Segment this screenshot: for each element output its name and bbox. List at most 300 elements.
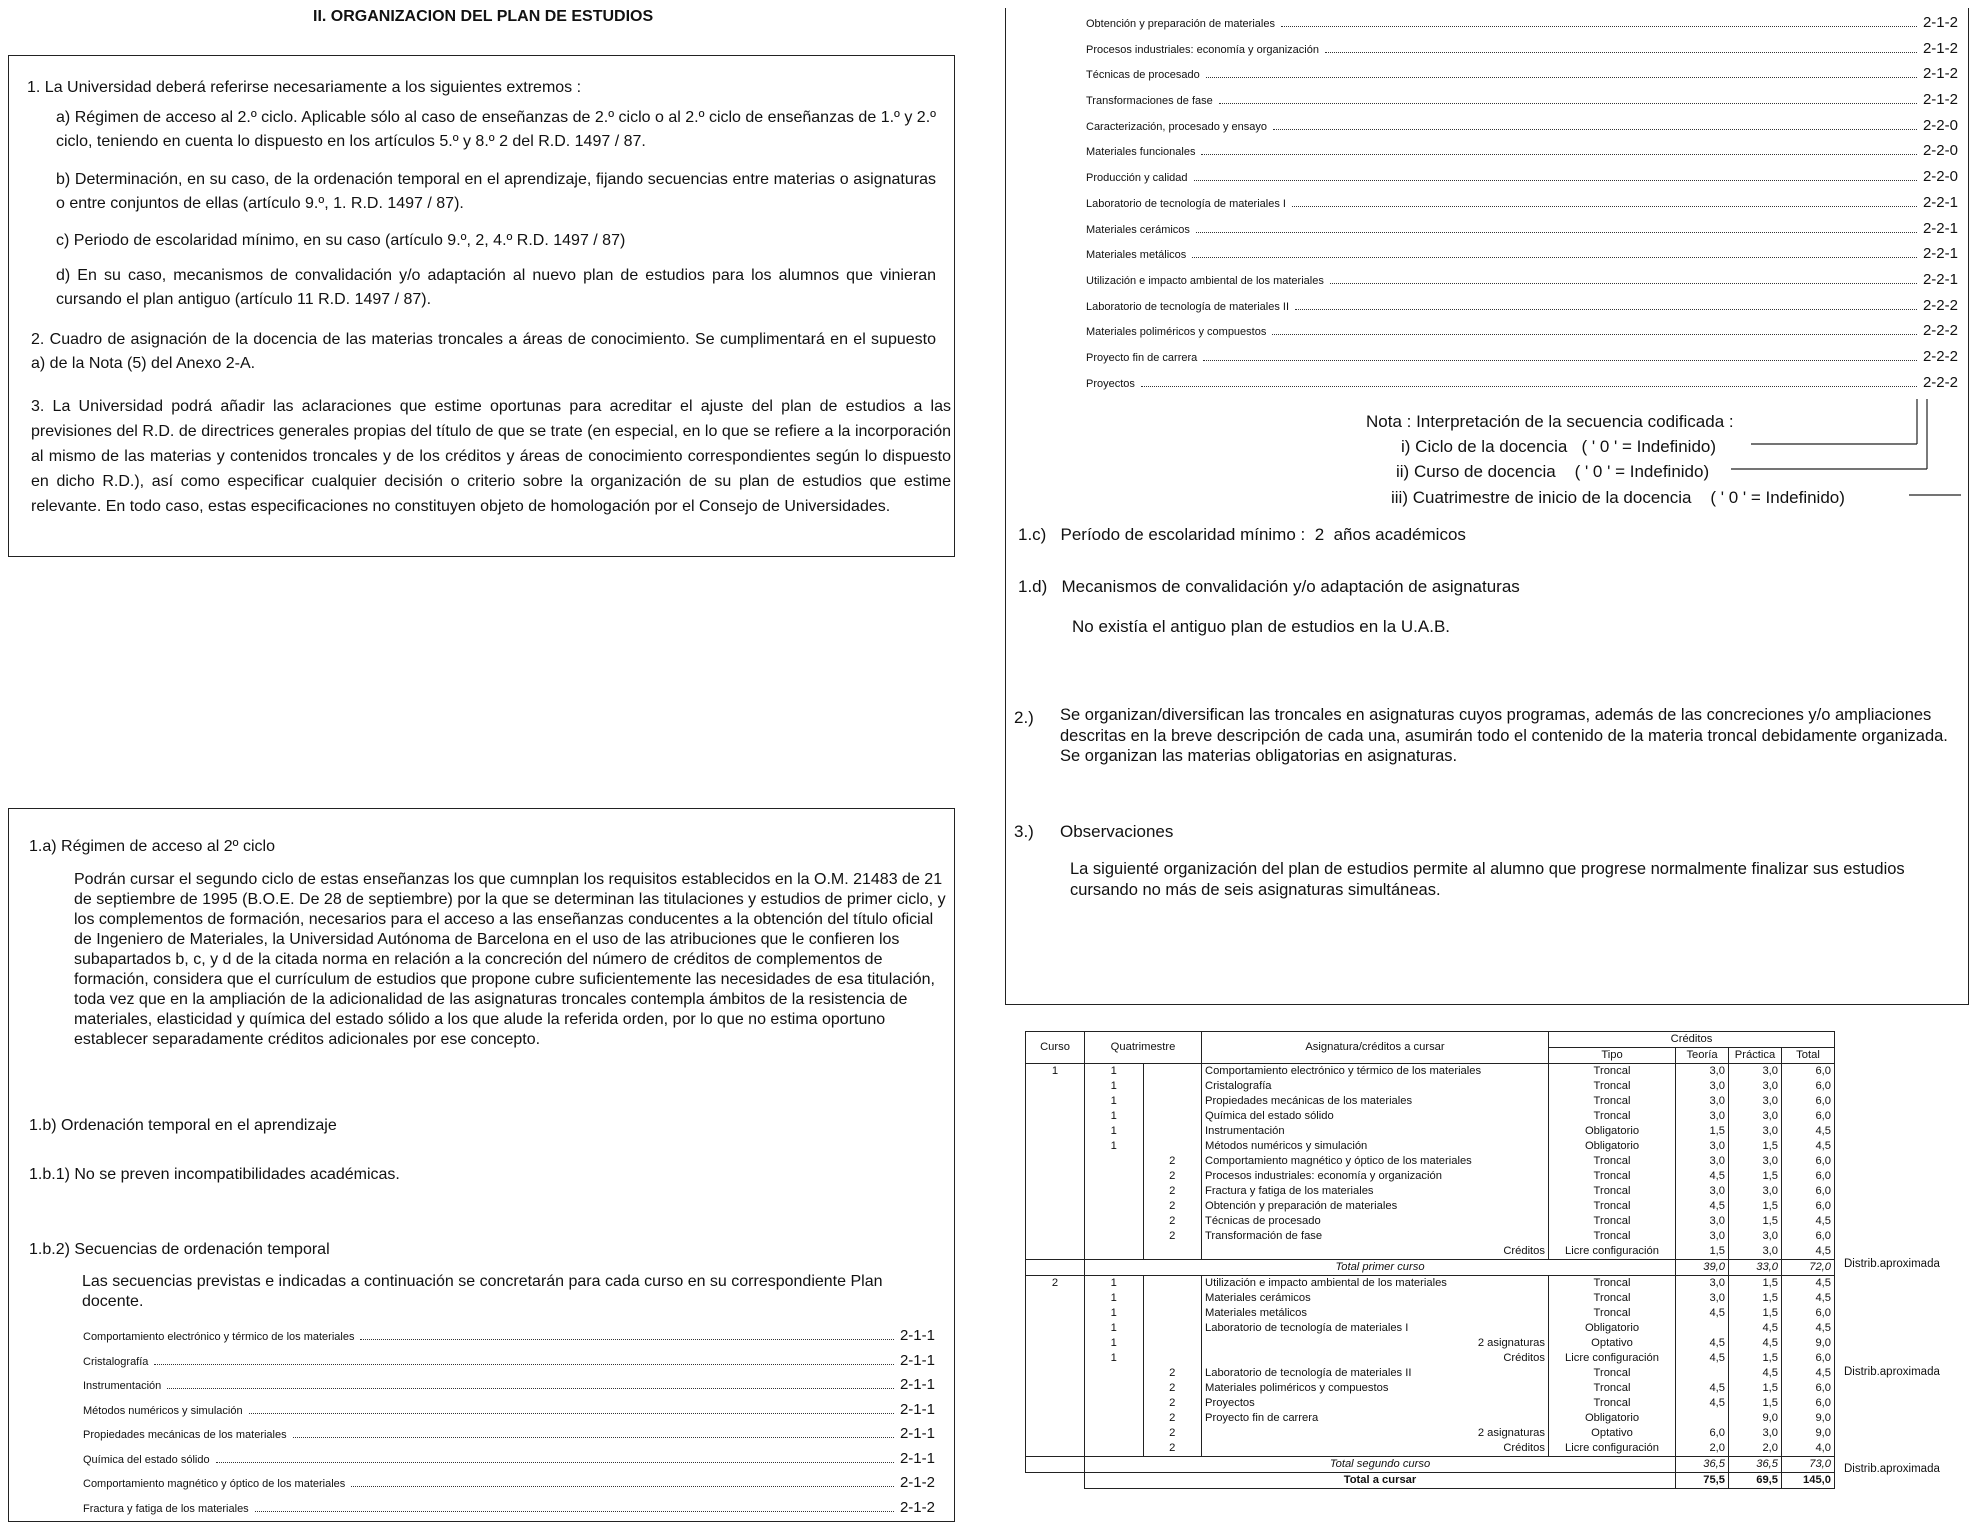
cell-practica: 3,0	[1729, 1154, 1782, 1169]
cell-tipo: Licre configuración	[1549, 1244, 1676, 1260]
cell-tipo: Troncal	[1549, 1064, 1676, 1080]
cell-tipo: Troncal	[1549, 1381, 1676, 1396]
table-row	[1026, 1094, 1835, 1109]
sequence-item: Técnicas de procesado 2-1-2	[1086, 65, 1958, 83]
cell-curso	[1026, 1229, 1085, 1244]
cell-curso	[1026, 1079, 1085, 1094]
total-first-label: Total primer curso	[1085, 1260, 1676, 1276]
credits-table-wrap	[1025, 1031, 1835, 1489]
second-course-rows	[1026, 1276, 1835, 1457]
cell-quat-2: 2	[1143, 1441, 1202, 1457]
sequence-item: Métodos numéricos y simulación 2-1-1	[83, 1400, 935, 1418]
cell-practica: 1,5	[1729, 1169, 1782, 1184]
cell-asignatura: Créditos	[1202, 1351, 1549, 1366]
sequence-item: Cristalografía 2-1-1	[83, 1351, 935, 1369]
cell-total: 4,5	[1782, 1124, 1835, 1139]
cell-asignatura: Propiedades mecánicas de los materiales	[1202, 1094, 1549, 1109]
cell-practica: 1,5	[1729, 1306, 1782, 1321]
cell-total: 6,0	[1782, 1306, 1835, 1321]
cell-total: 4,5	[1782, 1244, 1835, 1260]
cell-curso	[1026, 1109, 1085, 1124]
cell-teoria: 3,0	[1676, 1214, 1729, 1229]
cell-tipo: Troncal	[1549, 1079, 1676, 1094]
cell-asignatura: Utilización e impacto ambiental de los materiales	[1202, 1276, 1549, 1292]
cell-tipo: Obligatorio	[1549, 1139, 1676, 1154]
cell-quat-1	[1085, 1154, 1144, 1169]
cell-asignatura: Cristalografía	[1202, 1079, 1549, 1094]
cell-practica: 3,0	[1729, 1244, 1782, 1260]
cell-tipo: Troncal	[1549, 1169, 1676, 1184]
grand-total-total: 145,0	[1782, 1473, 1835, 1489]
cell-asignatura: 2 asignaturas	[1202, 1336, 1549, 1351]
cell-practica: 9,0	[1729, 1411, 1782, 1426]
cell-curso	[1026, 1154, 1085, 1169]
cell-practica: 3,0	[1729, 1124, 1782, 1139]
table-row	[1026, 1306, 1835, 1321]
cell-practica: 3,0	[1729, 1229, 1782, 1244]
cell-quat-1	[1085, 1229, 1144, 1244]
distrib-note-3: Distrib.aproximada	[1844, 1463, 1940, 1475]
cell-quat-1: 1	[1085, 1079, 1144, 1094]
instructions-item-c: c) Periodo de escolaridad mínimo, en su caso (artículo 9.º, 2, 4.º R.D. 1497 / 87)	[56, 232, 626, 249]
cell-total: 4,5	[1782, 1276, 1835, 1292]
cell-asignatura: Comportamiento electrónico y térmico de los materiales	[1202, 1064, 1549, 1080]
cell-teoria: 1,5	[1676, 1124, 1729, 1139]
cell-quat-2	[1143, 1094, 1202, 1109]
cell-tipo: Obligatorio	[1549, 1321, 1676, 1336]
cell-curso	[1026, 1381, 1085, 1396]
cell-total: 9,0	[1782, 1336, 1835, 1351]
cell-tipo: Troncal	[1549, 1306, 1676, 1321]
sequence-item: Proyectos 2-2-2	[1086, 373, 1958, 391]
cell-practica: 3,0	[1729, 1184, 1782, 1199]
cell-total: 4,5	[1782, 1139, 1835, 1154]
cell-curso	[1026, 1184, 1085, 1199]
cell-quat-1: 1	[1085, 1109, 1144, 1124]
table-row	[1026, 1396, 1835, 1411]
instructions-item-d: d) En su caso, mecanismos de convalidación y/o adaptación al nuevo plan de estudios para los alumnos que vinieran cursando el plan antiguo (artículo 11 R.D. 1497 / 87).	[56, 267, 936, 308]
cell-practica: 1,5	[1729, 1199, 1782, 1214]
cell-tipo: Optativo	[1549, 1426, 1676, 1441]
cell-label: Créditos	[1202, 1244, 1549, 1260]
sequence-box	[1005, 8, 1969, 1005]
cell-total: 6,0	[1782, 1094, 1835, 1109]
cell-total: 6,0	[1782, 1396, 1835, 1411]
cell-total: 6,0	[1782, 1169, 1835, 1184]
first-course-rows	[1026, 1064, 1835, 1245]
cell-asignatura: Créditos	[1202, 1441, 1549, 1457]
cell-total: 4,5	[1782, 1291, 1835, 1306]
cell-teoria: 4,5	[1676, 1351, 1729, 1366]
cell-quat-1	[1085, 1366, 1144, 1381]
col-total: Total	[1782, 1048, 1835, 1064]
sequence-item: Transformaciones de fase 2-1-2	[1086, 91, 1958, 109]
cell-asignatura: Materiales poliméricos y compuestos	[1202, 1381, 1549, 1396]
cell-asignatura: Obtención y preparación de materiales	[1202, 1199, 1549, 1214]
cell-practica: 1,5	[1729, 1351, 1782, 1366]
cell-asignatura: Materiales metálicos	[1202, 1306, 1549, 1321]
cell-curso	[1026, 1396, 1085, 1411]
sequence-item: Utilización e impacto ambiental de los materiales 2-2-1	[1086, 270, 1958, 288]
cell-quat-1: 1	[1085, 1336, 1144, 1351]
cell-practica: 4,5	[1729, 1366, 1782, 1381]
cell-curso	[1026, 1214, 1085, 1229]
cell-quat-2: 2	[1143, 1366, 1202, 1381]
cell-quat-1	[1085, 1199, 1144, 1214]
cell-curso	[1026, 1291, 1085, 1306]
cell-total: 6,0	[1782, 1064, 1835, 1080]
instructions-p1: 1. La Universidad deberá referirse necesariamente a los siguientes extremos :	[27, 79, 582, 96]
table-row	[1026, 1426, 1835, 1441]
cell-quat-1: 1	[1085, 1321, 1144, 1336]
cell-tipo: Optativo	[1549, 1336, 1676, 1351]
instructions-item-b: b) Determinación, en su caso, de la ordenación temporal en el aprendizaje, fijando secuencias entre materias o asignaturas o entre conjuntos de ellas (artículo 9.º, 1. R.D. 1497 / 87).	[56, 171, 936, 212]
cell-tipo: Licre configuración	[1549, 1441, 1676, 1457]
sequence-item: Materiales metálicos 2-2-1	[1086, 245, 1958, 263]
sequence-item: Proyecto fin de carrera 2-2-2	[1086, 347, 1958, 365]
col-curso: Curso	[1026, 1032, 1085, 1064]
cell-curso	[1026, 1351, 1085, 1366]
table-row	[1026, 1441, 1835, 1457]
cell-quat-2	[1143, 1109, 1202, 1124]
table-row	[1026, 1244, 1835, 1260]
section-3-title: Observaciones	[1060, 822, 1174, 841]
cell-curso	[1026, 1306, 1085, 1321]
cell-tipo: Troncal	[1549, 1229, 1676, 1244]
cell-practica: 2,0	[1729, 1441, 1782, 1457]
grand-total-practica: 69,5	[1729, 1473, 1782, 1489]
total-second-label: Total segundo curso	[1085, 1457, 1676, 1473]
cell-tipo: Licre configuración	[1549, 1351, 1676, 1366]
cell-practica: 3,0	[1729, 1109, 1782, 1124]
total-second-teoria: 36,5	[1676, 1457, 1729, 1473]
credits-table	[1025, 1031, 1835, 1489]
cell-curso	[1026, 1139, 1085, 1154]
cell-total: 4,5	[1782, 1366, 1835, 1381]
cell-asignatura: Métodos numéricos y simulación	[1202, 1139, 1549, 1154]
page-title: II. ORGANIZACION DEL PLAN DE ESTUDIOS	[313, 8, 654, 25]
cell-asignatura: Comportamiento magnético y óptico de los materiales	[1202, 1154, 1549, 1169]
cell-asignatura: Química del estado sólido	[1202, 1109, 1549, 1124]
col-practica: Práctica	[1729, 1048, 1782, 1064]
instructions-p2: 2. Cuadro de asignación de la docencia de las materias troncales a áreas de conocimiento. Se cumplimentará en el supuesto a) de la Nota (5) del Anexo 2-A.	[31, 331, 936, 372]
cell-teoria: 4,5	[1676, 1381, 1729, 1396]
table-row	[1026, 1064, 1835, 1080]
cell-teoria: 4,5	[1676, 1336, 1729, 1351]
cell-quat-2: 2	[1143, 1184, 1202, 1199]
cell-total: 6,0	[1782, 1229, 1835, 1244]
cell-quat-2	[1143, 1079, 1202, 1094]
cell-asignatura: Laboratorio de tecnología de materiales I	[1202, 1321, 1549, 1336]
sequence-item: Instrumentación 2-1-1	[83, 1376, 935, 1393]
table-row	[1026, 1351, 1835, 1366]
table-row	[1026, 1109, 1835, 1124]
cell-total: 6,0	[1782, 1381, 1835, 1396]
section-1a-title: 1.a) Régimen de acceso al 2º ciclo	[29, 838, 275, 855]
col-asignatura: Asignatura/créditos a cursar	[1202, 1032, 1549, 1064]
cell-teoria: 3,0	[1676, 1139, 1729, 1154]
cell-asignatura: Proyecto fin de carrera	[1202, 1411, 1549, 1426]
cell-teoria	[1676, 1321, 1729, 1336]
sequence-item: Comportamiento electrónico y térmico de los materiales 2-1-1	[83, 1327, 935, 1344]
distrib-note-2: Distrib.aproximada	[1844, 1366, 1940, 1378]
cell-asignatura: Transformación de fase	[1202, 1229, 1549, 1244]
cell-practica: 4,5	[1729, 1321, 1782, 1336]
cell-quat-2: 2	[1143, 1214, 1202, 1229]
cell-total: 6,0	[1782, 1184, 1835, 1199]
table-row	[1026, 1154, 1835, 1169]
cell-quat-2: 2	[1143, 1381, 1202, 1396]
cell-tipo: Troncal	[1549, 1276, 1676, 1292]
nota-iii: iii) Cuatrimestre de inicio de la docencia ( ' 0 ' = Indefinido)	[1391, 488, 1845, 507]
cell-curso	[1026, 1426, 1085, 1441]
section-2-text	[1060, 705, 1960, 767]
cell-total: 6,0	[1782, 1351, 1835, 1366]
cell-quat-2	[1143, 1321, 1202, 1336]
cell-quat-1	[1085, 1426, 1144, 1441]
table-row	[1026, 1139, 1835, 1154]
col-quatrimestre: Quatrimestre	[1085, 1032, 1202, 1064]
cell-total: 9,0	[1782, 1411, 1835, 1426]
cell-teoria: 3,0	[1676, 1064, 1729, 1080]
cell-teoria: 3,0	[1676, 1109, 1729, 1124]
cell-teoria: 3,0	[1676, 1229, 1729, 1244]
section-1d-text: No existía el antiguo plan de estudios en la U.A.B.	[1072, 617, 1451, 636]
cell-teoria: 1,5	[1676, 1244, 1729, 1260]
cell-curso	[1026, 1169, 1085, 1184]
cell-asignatura: 2 asignaturas	[1202, 1426, 1549, 1441]
total-first-practica: 33,0	[1729, 1260, 1782, 1276]
total-first-teoria: 39,0	[1676, 1260, 1729, 1276]
nota-ii: ii) Curso de docencia ( ' 0 ' = Indefinido)	[1396, 462, 1710, 481]
cell-quat-2: 2	[1143, 1411, 1202, 1426]
cell-practica: 1,5	[1729, 1214, 1782, 1229]
cell-curso: 2	[1026, 1276, 1085, 1292]
section-1a-text: Podrán cursar el segundo ciclo de estas enseñanzas los que cumnplan los requisitos establecidos en la O.M. 21483 de 21 de septiembre de 1995 (B.O.E. De 28 de septiembre) por la que se determinan las titulaciones y estudios de primer ciclo, y los complementos de formación, necesarios para el acceso a las enseñanzas conducentes a la obtención del título oficial de Ingeniero de Materiales, la Universidad Autónoma de Barcelona en el uso de las atribuciones que le confieren los subapartados b, c, y d de la citada norma en relación a la concreción del número de créditos de complementos de formación, considera que el currículum de estudios que propone cubre suficientemente las necesidades de esa titulación, toda vez que en la ampliación de la adicionalidad de las asignaturas troncales contempla ámbitos de la resistencia de materiales, elasticidad y química del estado sólido a los que alude la referida orden, por lo que no estima oportuno establecer separadamente créditos adicionales por ese concepto.	[74, 871, 946, 1048]
nota-i: i) Ciclo de la docencia ( ' 0 ' = Indefinido)	[1401, 437, 1717, 456]
cell-quat-1: 1	[1085, 1139, 1144, 1154]
table-row-total-1	[1026, 1260, 1835, 1276]
sequence-item: Procesos industriales: economía y organización 2-1-2	[1086, 39, 1958, 57]
cell-quat-1	[1085, 1381, 1144, 1396]
cell-practica: 1,5	[1729, 1276, 1782, 1292]
cell-asignatura: Proyectos	[1202, 1396, 1549, 1411]
cell-teoria	[1676, 1366, 1729, 1381]
cell-total: 6,0	[1782, 1109, 1835, 1124]
cell-quat-1: 1	[1085, 1124, 1144, 1139]
section-1c: 1.c) Período de escolaridad mínimo : 2 años académicos	[1018, 525, 1466, 544]
cell-quat-2	[1143, 1064, 1202, 1080]
cell-curso	[1026, 1094, 1085, 1109]
sequence-item: Laboratorio de tecnología de materiales II 2-2-2	[1086, 296, 1958, 314]
table-row	[1026, 1291, 1835, 1306]
col-teoria: Teoría	[1676, 1048, 1729, 1064]
cell-practica: 3,0	[1729, 1079, 1782, 1094]
cell-tipo: Troncal	[1549, 1396, 1676, 1411]
cell-quat-1: 1	[1085, 1276, 1144, 1292]
table-row	[1026, 1336, 1835, 1351]
instructions-p3: 3. La Universidad podrá añadir las aclaraciones que estime oportunas para acreditar el ajuste del plan de estudios a las previsiones del R.D. de directrices generales propias del título de que se trate (en especial, en lo que se refiere a la incorporación al mismo de las materias y contenidos troncales y de los créditos y áreas de conocimiento correspondientes según lo dispuesto en dicho R.D.), así como especificar cualquier decisión o criterio sobre la organización de su plan de estudios que estime relevante. En todo caso, estas especificaciones no constituyen objeto de homologación por el Consejo de Universidades.	[31, 398, 951, 515]
cell-teoria: 3,0	[1676, 1184, 1729, 1199]
sequence-item: Materiales cerámicos 2-2-1	[1086, 219, 1958, 237]
cell-curso	[1026, 1336, 1085, 1351]
cell-quat-1: 1	[1085, 1291, 1144, 1306]
col-creditos: Créditos	[1549, 1032, 1835, 1048]
cell-curso	[1026, 1124, 1085, 1139]
cell-practica: 1,5	[1729, 1396, 1782, 1411]
table-row	[1026, 1199, 1835, 1214]
section-3-text: La siguienté organización del plan de estudios permite al alumno que progrese normalmente finalizar sus estudios cursando no más de seis asignaturas simultáneas.	[1070, 860, 1905, 899]
cell-tipo: Troncal	[1549, 1094, 1676, 1109]
cell-practica: 3,0	[1729, 1064, 1782, 1080]
cell-quat-2: 2	[1143, 1229, 1202, 1244]
sequence-item: Caracterización, procesado y ensayo 2-2-0	[1086, 116, 1958, 134]
sequence-item: Materiales poliméricos y compuestos 2-2-2	[1086, 322, 1958, 340]
cell-tipo: Troncal	[1549, 1109, 1676, 1124]
cell-quat-1	[1085, 1214, 1144, 1229]
grand-total-teoria: 75,5	[1676, 1473, 1729, 1489]
table-row	[1026, 1229, 1835, 1244]
cell-curso	[1026, 1411, 1085, 1426]
section-1b-title: 1.b) Ordenación temporal en el aprendizaje	[29, 1117, 337, 1134]
distrib-note-1: Distrib.aproximada	[1844, 1258, 1940, 1270]
section-2-paragraph: Se organizan/diversifican las troncales en asignaturas cuyos programas, además de las concreciones y/o ampliaciones descritas en la breve descripción de cada una, asumirán todo el contenido de la materia troncal debidamente organizada.	[1060, 706, 1948, 745]
first-course-extra	[1026, 1244, 1835, 1276]
cell-quat-2	[1143, 1351, 1202, 1366]
nota-title: Nota : Interpretación de la secuencia codificada :	[1366, 412, 1734, 431]
cell-tipo: Troncal	[1549, 1199, 1676, 1214]
table-row	[1026, 1079, 1835, 1094]
cell-quat-1	[1085, 1184, 1144, 1199]
cell-quat-2	[1143, 1336, 1202, 1351]
instructions-item-a: a) Régimen de acceso al 2.º ciclo. Aplicable sólo al caso de enseñanzas de 2.º ciclo o al 2.º ciclo de enseñanzas de 1.º y 2.º ciclo, teniendo en cuenta lo dispuesto en los artículos 5.º y 8.º 2 del R.D. 1497 / 87.	[56, 109, 936, 150]
sequence-item: Obtención y preparación de materiales 2-1-2	[1086, 14, 1958, 31]
cell-practica: 1,5	[1729, 1139, 1782, 1154]
cell-quat-1: 1	[1085, 1064, 1144, 1080]
sequence-item: Comportamiento magnético y óptico de los materiales 2-1-2	[83, 1474, 935, 1491]
cell-quat-2	[1143, 1124, 1202, 1139]
cell-total: 4,5	[1782, 1321, 1835, 1336]
table-row	[1026, 1184, 1835, 1199]
cell-total: 4,5	[1782, 1214, 1835, 1229]
cell-teoria: 3,0	[1676, 1079, 1729, 1094]
cell-curso	[1026, 1366, 1085, 1381]
cell-quat-1: 1	[1085, 1306, 1144, 1321]
cell-practica: 1,5	[1729, 1381, 1782, 1396]
cell-quat-2	[1143, 1139, 1202, 1154]
cell-teoria: 4,5	[1676, 1169, 1729, 1184]
section-1d-title: 1.d) Mecanismos de convalidación y/o adaptación de asignaturas	[1018, 577, 1520, 596]
cell-curso	[1026, 1321, 1085, 1336]
cell-curso	[1026, 1199, 1085, 1214]
section-1b1: 1.b.1) No se preven incompatibilidades académicas.	[29, 1166, 400, 1183]
col-tipo: Tipo	[1549, 1048, 1676, 1064]
cell-curso	[1026, 1441, 1085, 1457]
table-row	[1026, 1366, 1835, 1381]
sequence-item: Química del estado sólido 2-1-1	[83, 1449, 935, 1467]
cell-asignatura: Instrumentación	[1202, 1124, 1549, 1139]
table-row	[1026, 1411, 1835, 1426]
total-second-total: 73,0	[1782, 1457, 1835, 1473]
cell-total: 4,0	[1782, 1441, 1835, 1457]
instructions-box	[8, 55, 955, 557]
cell-tipo: Troncal	[1549, 1154, 1676, 1169]
cell-tipo: Troncal	[1549, 1214, 1676, 1229]
cell-quat-2	[1143, 1306, 1202, 1321]
sequence-list-1	[83, 1327, 935, 1523]
section-2-paragraph-2: Se organizan las materias obligatorias en asignaturas.	[1060, 747, 1458, 765]
cell-quat-1	[1085, 1169, 1144, 1184]
cell-teoria: 3,0	[1676, 1291, 1729, 1306]
table-row	[1026, 1381, 1835, 1396]
grand-total-label: Total a cursar	[1085, 1473, 1676, 1489]
cell-practica: 1,5	[1729, 1291, 1782, 1306]
cell-quat-2: 2	[1143, 1396, 1202, 1411]
total-second-practica: 36,5	[1729, 1457, 1782, 1473]
section-2-num: 2.)	[1014, 708, 1034, 727]
cell-asignatura: Procesos industriales: economía y organización	[1202, 1169, 1549, 1184]
section-1b2-text: Las secuencias previstas e indicadas a continuación se concretarán para cada curso en su correspondiente Plan docente.	[82, 1273, 883, 1310]
section-3-num: 3.)	[1014, 822, 1034, 841]
cell-total: 6,0	[1782, 1199, 1835, 1214]
cell-quat-1	[1085, 1396, 1144, 1411]
cell-tipo: Obligatorio	[1549, 1124, 1676, 1139]
sequence-item: Laboratorio de tecnología de materiales I 2-2-1	[1086, 193, 1958, 211]
cell-asignatura: Laboratorio de tecnología de materiales II	[1202, 1366, 1549, 1381]
sequence-item: Materiales funcionales 2-2-0	[1086, 142, 1958, 160]
cell-total: 6,0	[1782, 1079, 1835, 1094]
cell-quat-2: 2	[1143, 1169, 1202, 1184]
cell-tipo: Troncal	[1549, 1184, 1676, 1199]
cell-quat-2	[1143, 1291, 1202, 1306]
cell-teoria: 6,0	[1676, 1426, 1729, 1441]
cell-teoria: 3,0	[1676, 1276, 1729, 1292]
cell-practica: 3,0	[1729, 1426, 1782, 1441]
cell-quat-1: 1	[1085, 1094, 1144, 1109]
cell-practica: 3,0	[1729, 1094, 1782, 1109]
cell-tipo: Troncal	[1549, 1366, 1676, 1381]
second-course-totals	[1026, 1457, 1835, 1489]
cell-teoria: 2,0	[1676, 1441, 1729, 1457]
cell-teoria: 4,5	[1676, 1306, 1729, 1321]
cell-quat-2	[1143, 1276, 1202, 1292]
cell-asignatura: Materiales cerámicos	[1202, 1291, 1549, 1306]
sequence-item: Fractura y fatiga de los materiales 2-1-2	[83, 1498, 935, 1516]
cell-quat-1	[1085, 1411, 1144, 1426]
table-row-total-2	[1026, 1457, 1835, 1473]
cell-practica: 4,5	[1729, 1336, 1782, 1351]
cell-teoria: 3,0	[1676, 1094, 1729, 1109]
sequence-item: Propiedades mecánicas de los materiales 2-1-1	[83, 1425, 935, 1442]
table-row-grand-total	[1026, 1473, 1835, 1489]
cell-asignatura: Técnicas de procesado	[1202, 1214, 1549, 1229]
cell-teoria: 3,0	[1676, 1154, 1729, 1169]
cell-teoria: 4,5	[1676, 1396, 1729, 1411]
cell-tipo: Troncal	[1549, 1291, 1676, 1306]
cell-asignatura: Fractura y fatiga de los materiales	[1202, 1184, 1549, 1199]
table-row	[1026, 1276, 1835, 1292]
cell-curso: 1	[1026, 1064, 1085, 1080]
cell-total: 6,0	[1782, 1154, 1835, 1169]
cell-teoria: 4,5	[1676, 1199, 1729, 1214]
total-first-total: 72,0	[1782, 1260, 1835, 1276]
cell-quat-1: 1	[1085, 1351, 1144, 1366]
table-row	[1026, 1169, 1835, 1184]
sequence-item: Producción y calidad 2-2-0	[1086, 168, 1958, 186]
table-row	[1026, 1214, 1835, 1229]
cell-quat-2: 2	[1143, 1199, 1202, 1214]
section-1b2-title: 1.b.2) Secuencias de ordenación temporal	[29, 1241, 330, 1258]
